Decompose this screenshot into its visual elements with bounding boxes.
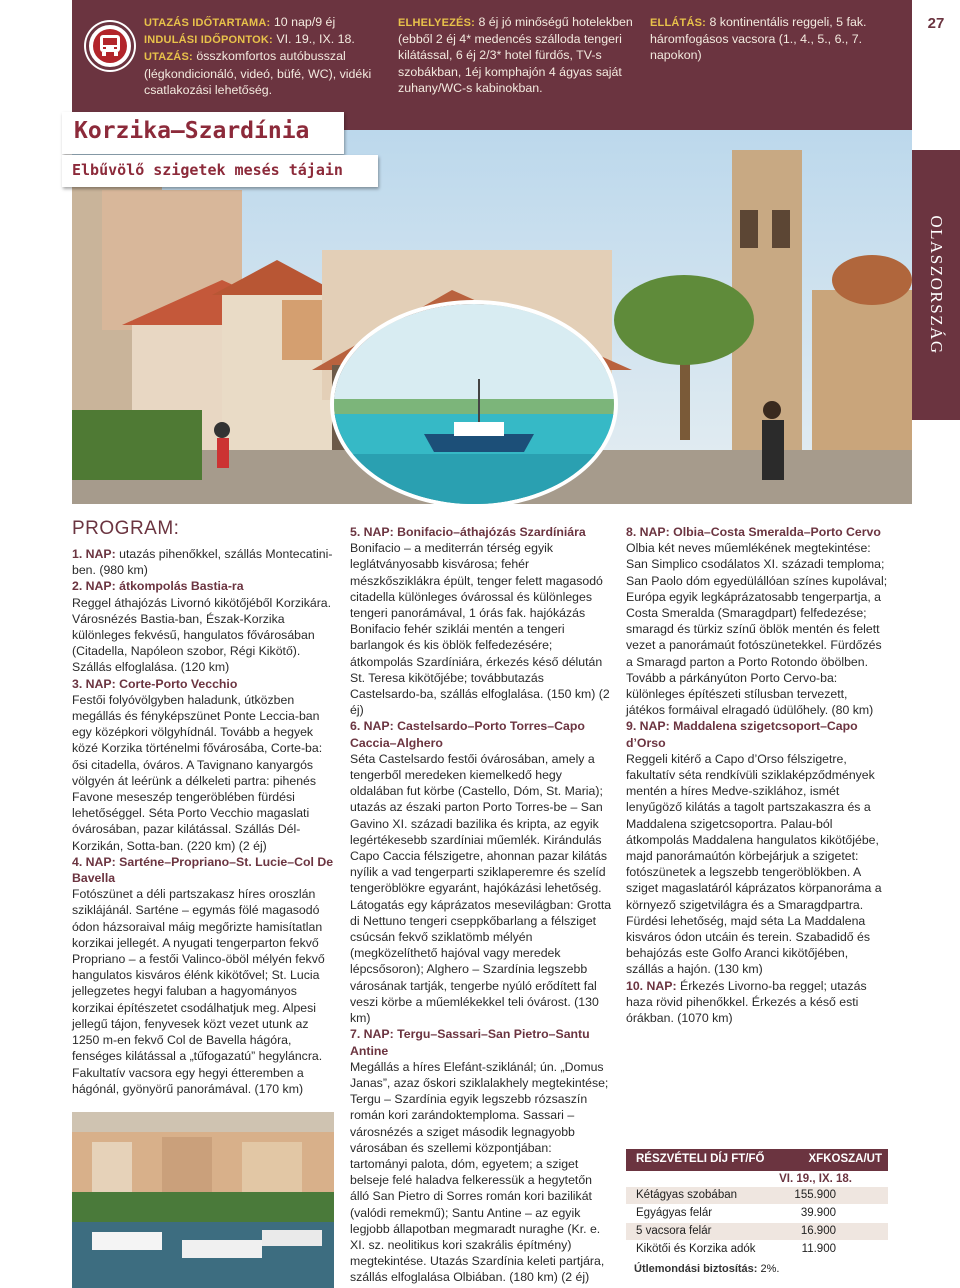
day-7 (350, 1026, 612, 1285)
insurance-note (626, 1263, 888, 1275)
day-10-text: Érkezés Livorno-ba reggel; utazás haza rövid pihenőkkel. Érkezés a késő esti órákban. (1070 km) (626, 978, 867, 1026)
day-4-head: 4. NAP: (72, 854, 116, 869)
day-8-text: Olbia két neves műemlékének megtekintése: San Simplico csodálatos XI. századi temploma; San Paolo dóm egyedülállóan színes kupolával; Európa egyik legkáprázatosabb tengerpartja, a Costa Smeralda (Smaragdpart) felfedezése; smaragd és türkiz színű öblök mentén és felett vezet a panorámaút fotószünetekkel. Fürdőzés a Smaragd parton a Porto Rotondo öbölben. Tovább a párkányúton Porto Cervo-ba: különleges építészeti stílusban tervezett, játékos formáival elragadó üdülőhely. (80 km) (626, 541, 888, 718)
price-row-label: Egyágyas felár (636, 1207, 713, 1219)
day-3 (72, 676, 334, 854)
day-8-head: 8. NAP: (626, 525, 670, 539)
day-2-title: átkompolás Bastia-ra (119, 579, 244, 594)
day-5-title: Bonifacio–áthajózás Szardíniára (397, 525, 586, 539)
day-2 (72, 578, 334, 675)
day-8-title: Olbia–Costa Smeralda–Porto Cervo (673, 525, 881, 539)
trip-duration-info (144, 14, 374, 98)
price-row-value: 155.900 (794, 1189, 836, 1201)
price-row-value: 39.900 (800, 1207, 836, 1219)
day-8 (626, 524, 888, 718)
day-4 (72, 854, 334, 1097)
program-heading: PROGRAM: (72, 518, 180, 539)
day-6-title: Castelsardo–Porto Torres–Capo Caccia–Alghero (350, 719, 585, 750)
price-row-value: 11.900 (801, 1243, 836, 1255)
day-4-text: Fotószünet a déli partszakasz híres oroszlán sziklájánál. Sarténe – egymás fölé magasodó ódon házsoraival máig megőrizte hamisítatlan korzikai jellegét. A nyugati tengerparton fekvő Propriano – a festői Valinco-öböl mélyén fekvő hangulatos kisváros élénk kikötővel; St. Lucia jellegzetes hegyi faluban a hagyományos korzikai építészetet csodálhatjuk meg. Alpesi jellegű tájon, fenyvesek közt vezet utunk az 1250 m-en fekvő Col de Bavella hágóra, fenséges kilátással a „tűfogazatú” hegyláncra. Fakultatív vacsora egy hegyi étteremben a hágónál, gyönyörű panorámával. (170 km) (72, 887, 325, 1096)
sea-boat-photo (330, 300, 618, 508)
price-row-label: Kétágyas szobában (636, 1189, 738, 1201)
price-row-value: 16.900 (800, 1225, 836, 1237)
country-side-tab (912, 150, 960, 420)
page-number: 27 (912, 0, 960, 52)
program-column-1 (72, 546, 334, 1097)
day-7-title: Tergu–Sassari–San Pietro–Santu Antine (350, 1027, 590, 1058)
bus-icon (86, 22, 134, 70)
price-header-left: RÉSZVÉTELI DÍJ FT/FŐ (636, 1153, 765, 1165)
price-dates-row (626, 1171, 888, 1187)
day-5 (350, 524, 612, 718)
meals-label: ELLÁTÁS: (650, 17, 706, 29)
transport-value: összkomfortos autóbusszal (légkondicionáló, videó, büfé, WC), vidéki csatlakozási lehetőség. (144, 49, 372, 97)
day-2-text: Reggel áthajózás Livornó kikötőjéből Korzikára. Városnézés Bastia-ban, Észak-Korzika különleges fekvésű, hangulatos fővárosában (Citadella, Napóleon szobor, Régi Kikötő). Szállás elfoglalása. (120 km) (72, 595, 332, 675)
duration-value: 10 nap/9 éj (273, 15, 336, 29)
page-subtitle-box (62, 155, 378, 187)
price-row (626, 1187, 888, 1205)
day-3-title: Corte-Porto Vecchio (119, 676, 238, 691)
dates-label: INDULÁSI IDŐPONTOK: (144, 34, 273, 47)
day-9-head: 9. NAP: (626, 719, 670, 734)
day-10 (626, 978, 888, 1027)
program-column-2 (350, 524, 612, 1286)
day-1-text: utazás pihenőkkel, szállás Montecatini-ben. (980 km) (72, 547, 333, 578)
day-4-title: Sarténe–Propriano–St. Lucie–Col De Bavella (72, 854, 334, 886)
day-3-head: 3. NAP: (72, 676, 116, 691)
price-table-header (626, 1149, 888, 1171)
page-subtitle: Elbűvölő szigetek mesés tájain (72, 161, 343, 179)
country-label: OLASZORSZÁG (927, 215, 946, 355)
meals-info (650, 14, 890, 64)
price-row-label: 5 vacsora felár (636, 1225, 712, 1237)
day-9-title: Maddalena szigetcsoport–Capo d’Orso (626, 719, 858, 750)
day-7-head: 7. NAP: (350, 1027, 394, 1042)
day-7-text: Megállás a híres Elefánt-sziklánál; ún. „Domus Janas”, azaz őskori sziklalakhely megtekintése; Tergu – Szardínia egyik legszebb rózsaszín román kori zarándoktemploma. Sassari – városnézés a sziget második legnagyobb városában és szellemi központjában: tartományi palota, dóm, egyetem; a sziget belseje felé haladva felkeressük a hegytetőn álló San Pietro di Sorres román kori bazilikát (valódi remekmű); Santu Antine – az egyik legjobb állapotban megmaradt nuraghe (Kr. e. XI. sz. neolitikus kori szakrális építmény) megtekintése. Utazás Szardínia keleti partjára, szállás elfoglalása Olbiában. (180 km) (2 éj) (350, 1059, 609, 1285)
day-5-text: Bonifacio – a mediterrán térség egyik leglátványosabb kisvárosa; fehér mészkősziklákra épült, tenger felett magasodó citadella különleges óvárossal és különleges tengeri panorámával, 1 órás fak. hajókázás Bonifacio fehér sziklái mentén a tengeri barlangok és kis öblök felfedezésére; átkompolás Szardíniára, érkezés késő délután St. Teresa kikötőjébe; továbbutazás Castelsardo-ba, szállás elfoglalása. (150 km) (2 éj) (350, 541, 610, 718)
day-9 (626, 718, 888, 977)
price-row (626, 1223, 888, 1241)
day-1-head: 1. NAP: (72, 547, 116, 561)
day-2-head: 2. NAP: (72, 579, 116, 594)
day-6 (350, 718, 612, 1026)
program-column-3 (626, 524, 888, 1026)
accommodation-info (398, 14, 638, 96)
price-row-label: Kikötői és Korzika adók (636, 1243, 756, 1255)
price-row (626, 1205, 888, 1223)
day-6-text: Séta Castelsardo festői óvárosában, amely a tengerből meredeken kiemelkedő hegy oldalában fut körbe (Castello, Dóm, St. Maria); utazás az északi parton Porto Torres-be – San Gavino XI. századi bazilika és kripta, az egyik legértékesebb szardíniai műemlék. Kirándulás Capo Caccia félszigetre, ahonnan pazar kilátás nyílik a vad tengerparti sziklaperemre és szelíd tengeröblökre egyaránt, hajókázási lehetőség. Látogatás egy káprázatos mesevilágban: Grotta di Nettuno tengeri cseppkőbarlang a félsziget csúcsán fekvő sziklatömb mélyén (megközelíthető hajóval vagy meredek lépcsősoron); Alghero – Szardínia legszebb városának tartják, tengerbe nyúló erődített fal veszi körbe a műemlékekkel teli óvárost. (130 km) (350, 751, 612, 1026)
day-9-text: Reggeli kitérő a Capo d’Orso félszigetre, fakultatív séta rendkívüli sziklaképződmények mentén a híres Medve-sziklához, ismét lenyűgöző kilátás a tagolt partszakaszra és a Maddalena szigetcsoportra. Palau-ból átkompolás Maddalena hangulatos kikötőjébe, majd panorámaútón körbejárjuk a szigetet: fotószünetek a legszebb tengeröblökben. A sziget magaslatáról káprázatos körpanoráma a környező szigetvilágra és a Smaragdpartra. Fürdési lehetőség, majd séta La Maddalena kisváros ódon utcáin és terein. Szabadidő és behajózás este Golfo Aranci kikötőjében, szállás a hajón. (130 km) (626, 751, 882, 977)
insurance-label: Útlemondási biztosítás: (634, 1263, 758, 1275)
day-5-head: 5. NAP: (350, 525, 394, 539)
insurance-value: 2%. (760, 1263, 780, 1275)
day-6-head: 6. NAP: (350, 719, 394, 734)
dates-value: VI. 19., IX. 18. (276, 32, 355, 47)
day-3-text: Festői folyóvölgyben haladunk, útközben megállás és fényképszünet Ponte Leccia-ban egy középkori völgyhídnál. Tovább a hegyek közé Korzika történelmi fővárosába, Corte-ba: ősi citadella, óváros. A Tavignano kanyargós völgyén át leérünk a délkeleti partra: pihenés Favone meseszép tengeröblében fürdési lehetőséggel. Séta Porto Vecchio magaslati óvárosában, pazar kilátással. Szállás Dél-Korzikán, Sotta-ban. (220 km) (2 éj) (72, 692, 323, 853)
meals-value: 8 kontinentális reggeli, 5 fak. háromfogásos vacsora (1., 4., 5., 6., 7. napokon) (650, 15, 867, 63)
accommodation-label: ELHELYEZÉS: (398, 17, 475, 29)
harbor-photo (72, 1112, 334, 1288)
day-10-head: 10. NAP: (626, 978, 677, 993)
transport-label: UTAZÁS: (144, 51, 193, 64)
price-row (626, 1241, 888, 1259)
page-title-box (62, 112, 344, 154)
accommodation-value: 8 éj jó minőségű hotelekben (ebből 2 éj 4* medencés szálloda tengeri kilátással, 6 éj 2/3* hotel fürdős, TV-s szobákban, 1éj komphajón 4 ágyas saját zuhany/WC-s kabinokban. (398, 15, 633, 95)
duration-label: UTAZÁS IDŐTARTAMA: (144, 17, 271, 29)
price-dates: VI. 19., IX. 18. (779, 1173, 852, 1185)
price-header-code: XFKOSZA/UT (808, 1153, 882, 1165)
page-title: Korzika–Szardínia (74, 118, 310, 144)
day-1 (72, 546, 334, 578)
price-table (626, 1149, 888, 1275)
